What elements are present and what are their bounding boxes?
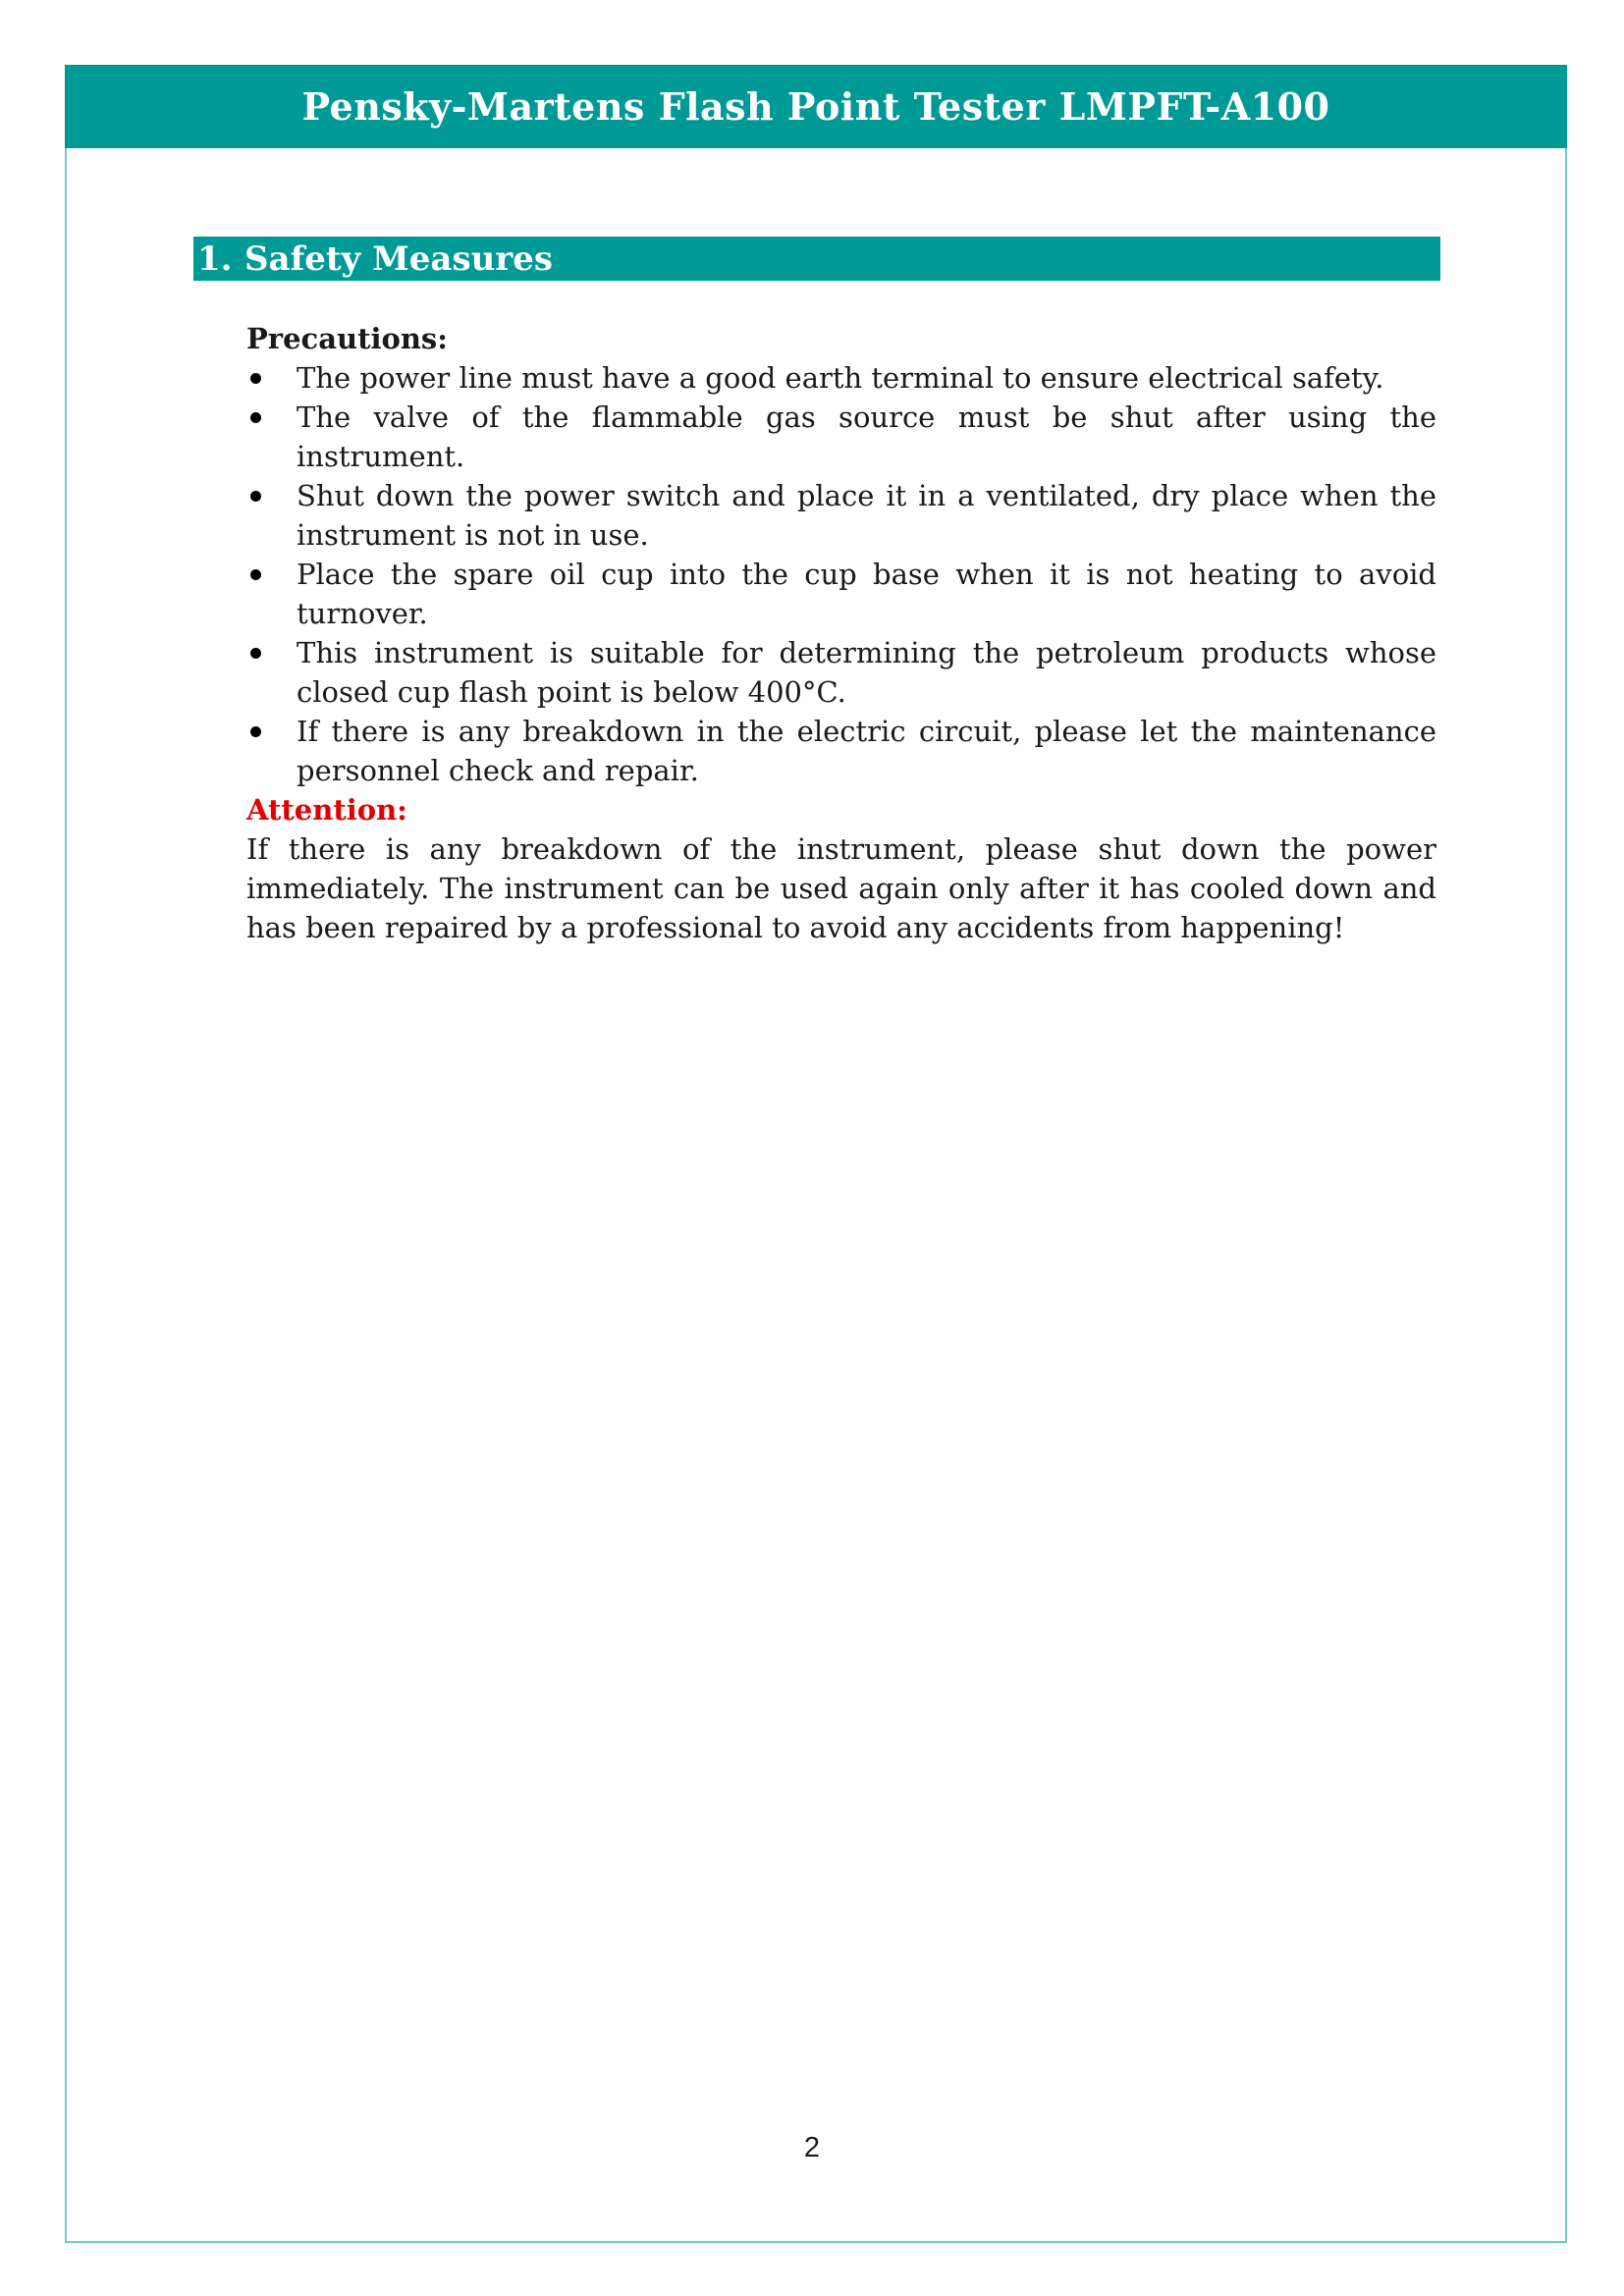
section-number: 1. — [197, 239, 233, 279]
list-item-text: The valve of the flammable gas source must be shut after using the instrument. — [297, 400, 1436, 473]
precautions-list — [246, 358, 1436, 790]
section-heading-bar — [193, 237, 1440, 281]
attention-heading: Attention: — [246, 793, 407, 827]
list-item — [246, 398, 1436, 476]
list-item-text: If there is any breakdown in the electric circuit, please let the maintenance personnel check and repair. — [297, 715, 1436, 787]
bullet-icon — [250, 726, 261, 737]
section-content — [246, 319, 1436, 947]
section-title: Safety Measures — [244, 239, 553, 279]
page-number: 2 — [803, 2132, 821, 2163]
precautions-heading: Precautions: — [246, 322, 448, 355]
list-item — [246, 555, 1436, 633]
bullet-icon — [250, 412, 261, 423]
list-item — [246, 358, 1436, 398]
bullet-icon — [250, 648, 261, 659]
list-item — [246, 712, 1436, 790]
bullet-icon — [250, 373, 261, 384]
header-bar — [65, 65, 1567, 148]
list-item-text: Shut down the power switch and place it in a ventilated, dry place when the instrument is not in use. — [297, 479, 1436, 552]
bullet-icon — [250, 491, 261, 502]
bullet-icon — [250, 569, 261, 580]
list-item-text: Place the spare oil cup into the cup base when it is not heating to avoid turnover. — [297, 558, 1436, 630]
list-item — [246, 476, 1436, 555]
list-item-text: The power line must have a good earth terminal to ensure electrical safety. — [297, 361, 1384, 395]
list-item-text: This instrument is suitable for determining the petroleum products whose closed cup flash point is below 400°C. — [297, 636, 1436, 709]
list-item — [246, 633, 1436, 712]
attention-text: If there is any breakdown of the instrument, please shut down the power immediately. The instrument can be used again only after it has cooled down and has been repaired by a professional to avoid any accidents from happening! — [246, 832, 1436, 944]
page-title: Pensky-Martens Flash Point Tester LMPFT-A100 — [301, 84, 1330, 129]
